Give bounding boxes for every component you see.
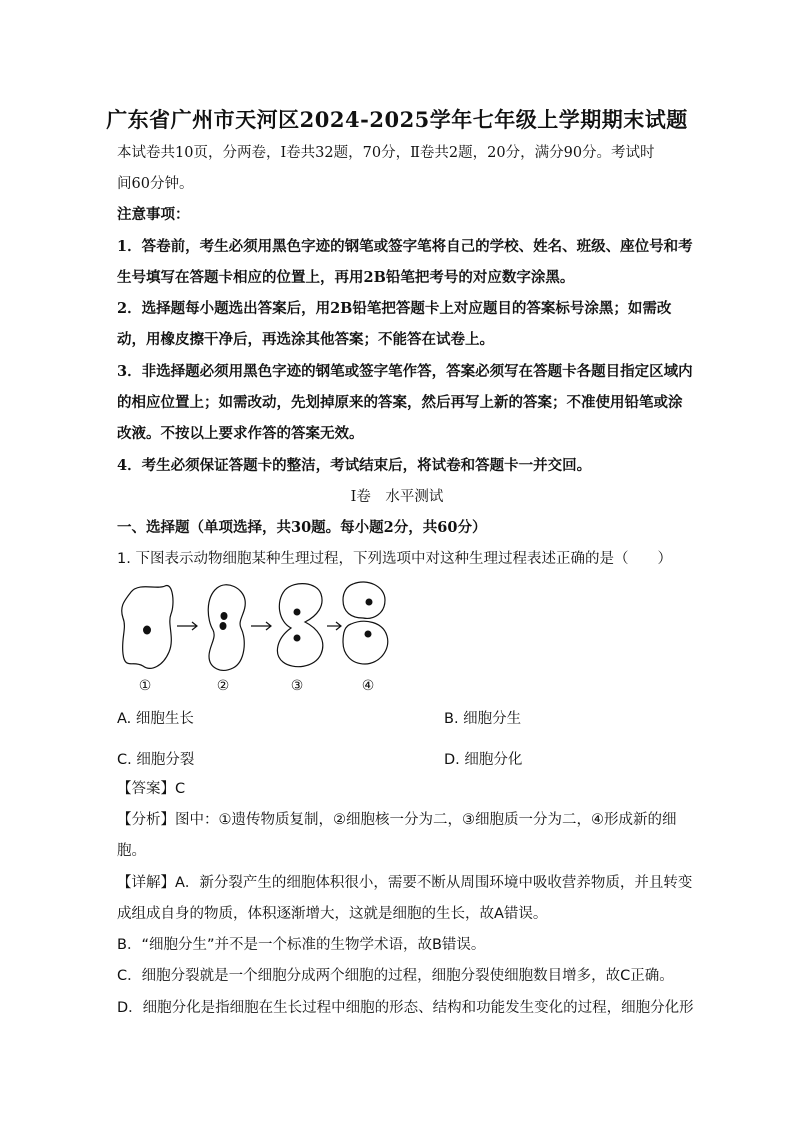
cell-4b-nucleus: [365, 631, 372, 638]
cell-division-figure: [117, 578, 397, 698]
intro-line-1: 本试卷共10页，分两卷，Ⅰ卷共32题，70分，Ⅱ卷共2题，20分，满分90分。考试时: [117, 145, 655, 161]
cell-2-outline: [208, 585, 245, 671]
figure-label-1: ①: [138, 678, 152, 694]
notes-heading: 注意事项：: [117, 206, 190, 223]
cell-4a-nucleus: [366, 599, 373, 606]
answer-line: 【答案】C: [117, 781, 186, 797]
cell-2-nucleus-b: [220, 622, 227, 630]
cell-3-outline: [277, 584, 322, 667]
note-line-2: 生号填写在答题卡相应的位置上，再用2B铅笔把考号的对应数字涂黑。: [117, 269, 575, 286]
cell-3-nucleus-b: [294, 635, 301, 642]
cell-3-nucleus-a: [294, 609, 301, 616]
question-stem: 1. 下图表示动物细胞某种生理过程，下列选项中对这种生理过程表述正确的是（ ）: [117, 551, 672, 567]
cell-2-nucleus-a: [221, 612, 228, 620]
option-b: B. 细胞分生: [444, 711, 522, 727]
intro-line-2: 间60分钟。: [117, 176, 194, 192]
detail-line-4: C．细胞分裂就是一个细胞分成两个细胞的过程，细胞分裂使细胞数目增多，故C正确。: [117, 968, 674, 984]
detail-line-3: B．“细胞分生”并不是一个标准的生物学术语，故B错误。: [117, 937, 486, 953]
part-heading: 一、选择题（单项选择，共30题。每小题2分，共60分）: [117, 519, 487, 536]
page-title: 广东省广州市天河区2024-2025学年七年级上学期期末试题: [106, 107, 688, 132]
analysis-line-1: 【分析】图中：①遗传物质复制，②细胞核一分为二，③细胞质一分为二，④形成新的细: [117, 812, 677, 828]
cell-4a-outline: [343, 582, 385, 618]
section-title: Ⅰ卷 水平测试: [350, 489, 444, 505]
note-line-8: 4．考生必须保证答题卡的整洁，考试结束后，将试卷和答题卡一并交回。: [117, 457, 592, 474]
option-a: A. 细胞生长: [117, 711, 194, 727]
cell-4b-outline: [343, 621, 388, 664]
note-line-5: 3．非选择题必须用黑色字迹的钢笔或签字笔作答，答案必须写在答题卡各题目指定区域内: [117, 363, 693, 380]
detail-line-2: 成组成自身的物质，体积逐渐增大，这就是细胞的生长，故A错误。: [117, 906, 548, 922]
note-line-3: 2．选择题每小题选出答案后，用2B铅笔把答题卡上对应题目的答案标号涂黑；如需改: [117, 300, 672, 317]
detail-line-5: D．细胞分化是指细胞在生长过程中细胞的形态、结构和功能发生变化的过程，细胞分化形: [117, 1000, 694, 1016]
note-line-1: 1．答卷前，考生必须用黑色字迹的钢笔或签字笔将自己的学校、姓名、班级、座位号和考: [117, 238, 693, 255]
cell-1-nucleus: [143, 626, 151, 635]
figure-label-3: ③: [290, 678, 304, 694]
option-c: C. 细胞分裂: [117, 752, 195, 768]
figure-label-4: ④: [361, 678, 375, 694]
analysis-line-2: 胞。: [117, 843, 146, 859]
note-line-7: 改液。不按以上要求作答的答案无效。: [117, 425, 364, 442]
option-d: D. 细胞分化: [444, 752, 523, 768]
detail-line-1: 【详解】A．新分裂产生的细胞体积很小，需要不断从周围环境中吸收营养物质，并且转变: [117, 875, 693, 891]
note-line-4: 动，用橡皮擦干净后，再选涂其他答案；不能答在试卷上。: [117, 331, 494, 348]
figure-label-2: ②: [216, 678, 230, 694]
note-line-6: 的相应位置上；如需改动，先划掉原来的答案，然后再写上新的答案；不准使用铅笔或涂: [117, 394, 683, 411]
